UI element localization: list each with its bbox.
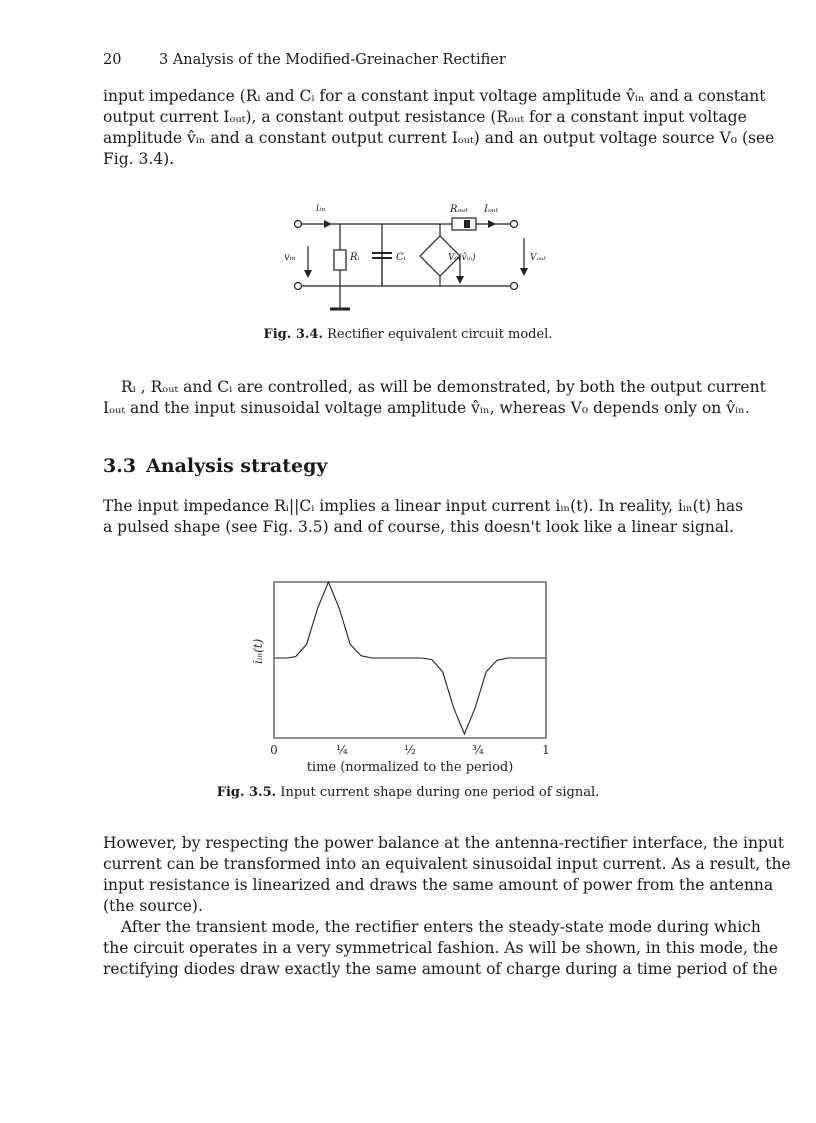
caption-label: Fig. 3.4. xyxy=(263,327,323,342)
text-line: (the source). xyxy=(103,897,203,915)
label-rout: Rₒᵤₜ xyxy=(450,204,468,215)
section-title: Analysis strategy xyxy=(146,455,328,477)
paragraph-steady-state xyxy=(103,917,779,980)
plot-frame xyxy=(274,582,546,738)
figure-3-4-circuit xyxy=(280,198,546,316)
x-tick-label: ¾ xyxy=(472,743,484,757)
y-axis-label: iᵢₙ(t) xyxy=(251,638,265,664)
text-line: The input impedance Rᵢ||Cᵢ implies a linear input current iᵢₙ(t). In reality, iᵢₙ(t) has xyxy=(103,497,744,515)
label-iout: Iₒᵤₜ xyxy=(484,204,499,215)
text-line: a pulsed shape (see Fig. 3.5) and of course, this doesn't look like a linear signal. xyxy=(103,518,734,536)
text-line: After the transient mode, the rectifier enters the steady-state mode during which xyxy=(121,918,761,936)
section-number: 3.3 xyxy=(103,455,137,477)
figure-3-5-caption xyxy=(0,785,816,800)
label-iin: iᵢₙ xyxy=(316,203,326,214)
x-tick-label: 1 xyxy=(542,743,550,757)
figure-3-5-chart xyxy=(250,578,560,778)
paragraph-power-balance xyxy=(103,833,791,917)
x-tick-label: 0 xyxy=(270,743,278,757)
paragraph-controlled xyxy=(103,377,766,419)
text-line: output current Iₒᵤₜ), a constant output resistance (Rₒᵤₜ for a constant input voltage xyxy=(103,108,747,126)
label-ri: Rᵢ xyxy=(350,252,360,263)
label-vin: vᵢₙ xyxy=(284,252,296,263)
series-iin-line xyxy=(274,582,546,734)
section-heading xyxy=(103,455,337,477)
text-line: current can be transformed into an equivalent sinusoidal input current. As a result, the xyxy=(103,855,791,873)
text-line: However, by respecting the power balance at the antenna-rectifier interface, the input xyxy=(103,834,785,852)
text-line: the circuit operates in a very symmetrical fashion. As will be shown, in this mode, the xyxy=(103,939,779,957)
figure-3-4-caption xyxy=(0,327,816,342)
page-number: 20 xyxy=(103,52,122,68)
paragraph-analysis xyxy=(103,496,744,538)
label-vout: Vₒᵤₜ xyxy=(530,253,546,263)
running-title: 3 Analysis of the Modified-Greinacher Rectifier xyxy=(159,52,506,68)
x-tick-label: ¼ xyxy=(336,743,348,757)
running-header xyxy=(103,52,506,68)
caption-text: Rectifier equivalent circuit model. xyxy=(327,327,553,342)
text-line: Iₒᵤₜ and the input sinusoidal voltage amplitude v̂ᵢₙ, whereas V₀ depends only on v̂ᵢₙ. xyxy=(103,399,750,417)
text-line: Rᵢ , Rₒᵤₜ and Cᵢ are controlled, as will be demonstrated, by both the output current xyxy=(121,378,766,396)
label-vo: V₀(v̂ᵢₙ) xyxy=(448,253,476,263)
label-ci: Cᵢ xyxy=(396,252,406,263)
paragraph-impedance xyxy=(103,86,775,170)
text-line: input resistance is linearized and draws the same amount of power from the antenna xyxy=(103,876,774,894)
caption-text: Input current shape during one period of signal. xyxy=(280,785,600,800)
x-tick-label: ½ xyxy=(404,743,416,757)
x-axis-label: time (normalized to the period) xyxy=(306,760,514,775)
text-line: amplitude v̂ᵢₙ and a constant output current Iₒᵤₜ) and an output voltage source V₀ (see xyxy=(103,129,775,147)
text-line: rectifying diodes draw exactly the same amount of charge during a time period of the xyxy=(103,960,778,978)
text-line: Fig. 3.4). xyxy=(103,150,175,168)
text-line: input impedance (Rᵢ and Cᵢ for a constant input voltage amplitude v̂ᵢₙ and a constant xyxy=(103,87,766,105)
caption-label: Fig. 3.5. xyxy=(216,785,277,800)
